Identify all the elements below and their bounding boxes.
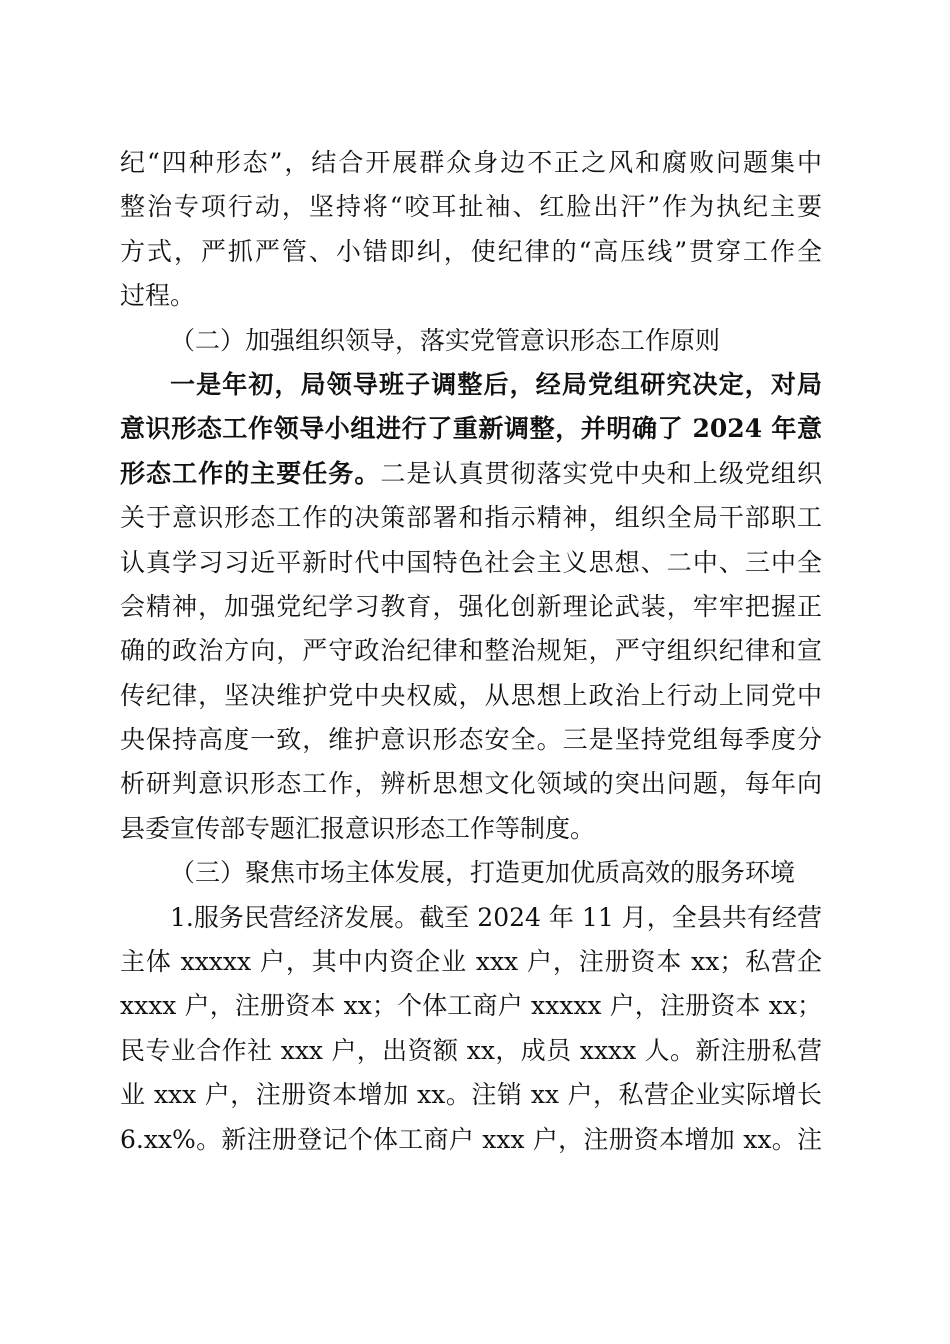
text-line: 析研判意识形态工作，辨析思想文化领域的突出问题，每年向 [120,769,822,799]
text-line: 整治专项行动，坚持将“咬耳扯袖、红脸出汗”作为执纪主要 [120,192,822,222]
text-line: 意识形态工作领导小组进行了重新调整，并明确了 2024 年意 [120,414,822,444]
text-line: 过程。 [120,281,196,311]
text-line: 县委宣传部专题汇报意识形态工作等制度。 [120,813,596,843]
text-line: 认真学习习近平新时代中国特色社会主义思想、二中、三中全 [120,547,822,577]
text-segment-bold: 形态工作的主要任务。 [120,458,381,488]
section-heading-2: （二）加强组织领导，落实党管意识形态工作原则 [170,325,721,355]
text-line: 纪“四种形态”，结合开展群众身边不正之风和腐败问题集中 [120,148,822,177]
section-heading-3: （三）聚焦市场主体发展，打造更加优质高效的服务环境 [170,858,796,888]
text-line: 民专业合作社 xxx 户，出资额 xx，成员 xxxx 人。新注册私营 [120,1035,822,1065]
text-line: 主体 xxxxx 户，其中内资企业 xxx 户，注册资本 xx；私营企 [120,947,822,977]
text-line: 确的政治方向，严守政治纪律和整治规矩，严守组织纪律和宣 [120,636,822,666]
text-line [120,452,822,496]
text-line: xxxx 户，注册资本 xx；个体工商户 xxxxx 户，注册资本 xx； [120,991,822,1021]
text-line: 业 xxx 户，注册资本增加 xx。注销 xx 户，私营企业实际增长 [120,1080,822,1110]
document-body [120,141,822,1162]
paragraph-private-economy [120,896,822,1162]
paragraph-ideology-work [120,363,822,851]
text-line: 关于意识形态工作的决策部署和指示精神，组织全局干部职工 [120,503,822,533]
text-line: 传纪律，坚决维护党中央权威，从思想上政治上行动上同党中 [120,680,822,710]
text-line: 1.服务民营经济发展。截至 2024 年 11 月，全县共有经营 [170,902,822,932]
text-line: 方式，严抓严管、小错即纠，使纪律的“高压线”贯穿工作全 [120,236,822,266]
text-line: 会精神，加强党纪学习教育，强化创新理论武装，牢牢把握正 [120,591,822,621]
paragraph-continuation [120,141,822,319]
text-line: 央保持高度一致，维护意识形态安全。三是坚持党组每季度分 [120,725,822,755]
text-segment: 二是认真贯彻落实党中央和上级党组织 [380,458,822,488]
text-line: 一是年初，局领导班子调整后，经局党组研究决定，对局 [170,369,822,399]
text-line: 6.xx%。新注册登记个体工商户 xxx 户，注册资本增加 xx。注 [120,1124,822,1154]
